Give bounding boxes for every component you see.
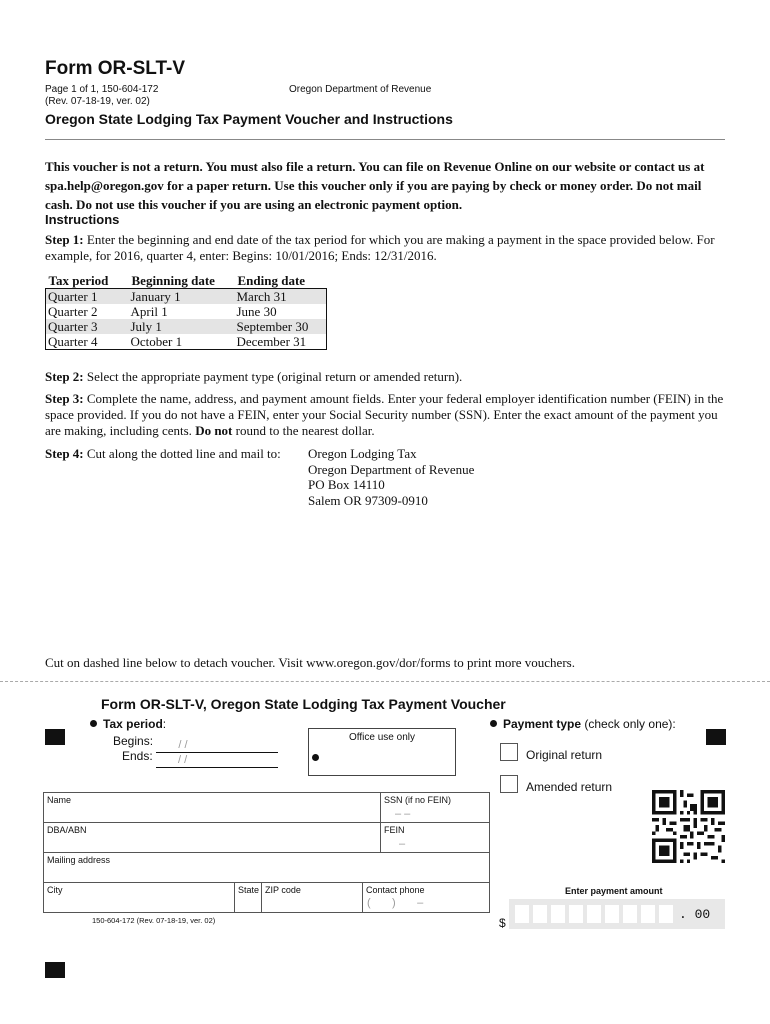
zip-field[interactable]: ZIP code — [261, 882, 363, 913]
table-header-row — [46, 273, 327, 289]
table-cell: September 30 — [236, 319, 309, 334]
table-row — [46, 304, 327, 319]
ends-row: Ends: / / — [122, 749, 278, 768]
name-field[interactable]: Name — [43, 792, 381, 823]
column-header: Ending date — [237, 273, 306, 288]
table-cell: Quarter 4 — [48, 334, 98, 349]
table-cell: June 30 — [236, 304, 277, 319]
registration-mark — [45, 729, 65, 745]
table-cell: Quarter 2 — [48, 304, 98, 319]
instructions-heading: Instructions — [45, 212, 120, 227]
amount-label: Enter payment amount — [565, 886, 663, 896]
table-cell: Quarter 1 — [48, 289, 98, 304]
table-cell: July 1 — [130, 319, 162, 334]
begins-row: Begins: / / — [113, 734, 278, 753]
amount-digit — [533, 905, 547, 923]
amended-return-checkbox[interactable] — [500, 775, 518, 793]
city-field[interactable]: City — [43, 882, 235, 913]
payment-type-label: Payment type (check only one): — [490, 717, 676, 731]
step-4: Step 4: Cut along the dotted line and mail to: — [45, 446, 281, 461]
revision: (Rev. 07-18-19, ver. 02) — [45, 96, 150, 107]
amount-digit — [551, 905, 565, 923]
fein-field[interactable]: FEIN – — [380, 822, 490, 853]
bullet-icon — [90, 720, 97, 727]
office-use-label: Office use only — [349, 732, 415, 743]
mailing-address-block — [308, 446, 474, 508]
table-cell: March 31 — [236, 289, 287, 304]
amount-digit — [569, 905, 583, 923]
step-2: Step 2: Select the appropriate payment type (original return or amended return). — [45, 369, 463, 384]
table-cell: October 1 — [130, 334, 183, 349]
registration-mark — [45, 962, 65, 978]
bullet-icon — [312, 754, 319, 761]
column-header: Beginning date — [131, 273, 215, 288]
mailing-address-field[interactable]: Mailing address — [43, 852, 490, 883]
address-line: Oregon Lodging Tax — [308, 446, 417, 461]
table-row — [46, 319, 327, 334]
office-use-box — [308, 728, 456, 776]
original-return-checkbox[interactable] — [500, 743, 518, 761]
voucher-footer-code: 150-604-172 (Rev. 07-18-19, ver. 02) — [92, 916, 216, 925]
column-header: Tax period — [48, 273, 109, 288]
amended-return-label: Amended return — [526, 780, 613, 794]
table-cell: January 1 — [130, 289, 181, 304]
registration-mark — [706, 729, 726, 745]
qr-code-icon — [652, 790, 725, 863]
table-row — [46, 289, 327, 305]
table-row — [46, 334, 327, 350]
dba-field[interactable]: DBA/ABN — [43, 822, 381, 853]
contact-phone-field[interactable]: Contact phone ( ) – — [362, 882, 490, 913]
original-return-label: Original return — [526, 748, 603, 762]
table-cell: December 31 — [236, 334, 307, 349]
step-1: Step 1: Enter the beginning and end date of the tax period for which you are making a payment in the space provided below. For example, for 2016, quarter 4, enter: Begins: 10/01/2016; Ends: 12/31/2016. — [45, 232, 715, 263]
ssn-field[interactable]: SSN (if no FEIN) – – — [380, 792, 490, 823]
amount-digit — [587, 905, 601, 923]
header-divider — [45, 139, 725, 140]
address-line: Salem OR 97309-0910 — [308, 492, 428, 508]
amount-cents: . 00 — [679, 907, 711, 922]
step-3: Step 3: Complete the name, address, and payment amount fields. Enter your federal employer identification number (FEIN) in the space provided. If you do not have a FEIN, enter your Social Security number (SSN). Enter the exact amount of the payment you are making, including cents. Do not round to the nearest dollar. — [45, 391, 724, 438]
page-title: Oregon State Lodging Tax Payment Voucher and Instructions — [45, 111, 453, 127]
cut-note: Cut on dashed line below to detach voucher. Visit www.oregon.gov/dor/forms to print more vouchers. — [45, 655, 575, 670]
form-id: Form OR-SLT-V — [45, 58, 186, 79]
amount-digit — [623, 905, 637, 923]
amount-digit — [659, 905, 673, 923]
tax-period-label: Tax period: — [90, 717, 166, 731]
bullet-icon — [490, 720, 497, 727]
amount-digit — [641, 905, 655, 923]
table-cell: Quarter 3 — [48, 319, 98, 334]
begins-date-input[interactable]: / / — [156, 739, 278, 753]
notice-text: This voucher is not a return. You must also file a return. You can file on Revenue Online on our website or contact us at spa.help@oregon.gov for a paper return. Use this voucher only if you are paying by check or money order. Do not mail cash. Do not use this voucher if you are using an electronic payment option. — [45, 159, 705, 212]
cut-line — [0, 681, 770, 682]
ends-date-input[interactable]: / / — [156, 754, 278, 768]
tax-period-table — [45, 273, 327, 350]
address-line: Oregon Department of Revenue — [308, 461, 475, 477]
currency-symbol: $ — [499, 916, 506, 930]
amount-digit — [605, 905, 619, 923]
payment-amount-input[interactable] — [509, 899, 725, 929]
voucher-title: Form OR-SLT-V, Oregon State Lodging Tax Payment Voucher — [101, 696, 506, 712]
page-info: Page 1 of 1, 150-604-172 — [45, 84, 159, 95]
table-cell: April 1 — [130, 304, 168, 319]
department: Oregon Department of Revenue — [289, 84, 432, 95]
state-field[interactable]: State — [234, 882, 262, 913]
address-line: PO Box 14110 — [308, 477, 385, 492]
amount-digit — [515, 905, 529, 923]
